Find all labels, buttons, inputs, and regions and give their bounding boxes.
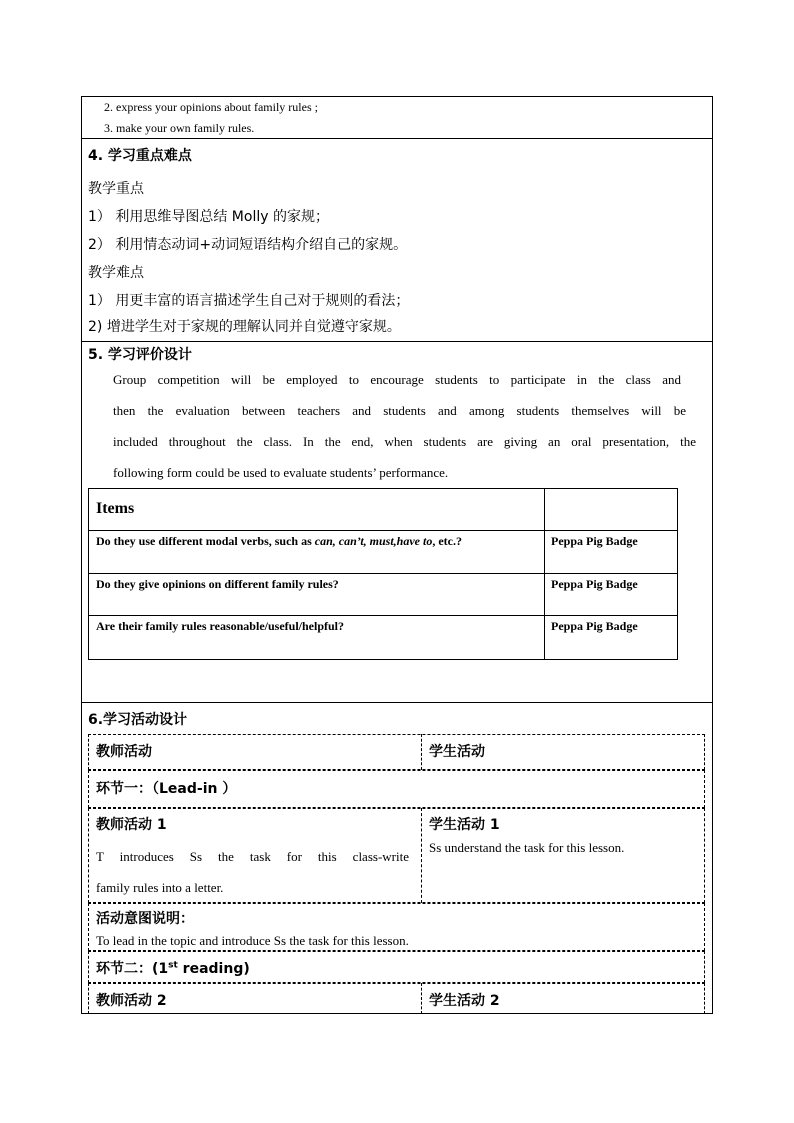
teacher-activity-column-header: 教师活动: [96, 744, 152, 760]
divider: [81, 341, 713, 342]
table-row-reward: Peppa Pig Badge: [551, 534, 638, 548]
activity-2-row: [88, 983, 705, 1014]
evaluation-table: [88, 488, 678, 660]
divider: [81, 138, 713, 139]
column-divider: [421, 983, 422, 1014]
difficulty-2: 2) 增进学生对于家规的理解认同并自觉遵守家规。: [88, 319, 401, 335]
ordinal-suffix: st: [168, 960, 178, 971]
evaluation-paragraph-line: following form could be used to evaluate students’ performance.: [113, 465, 449, 480]
evaluation-paragraph-line: included throughout the class. In the end, when students are giving an oral presentation, the: [113, 434, 696, 449]
objective-item-3: 3. make your own family rules.: [104, 121, 255, 135]
student-activity-column-header: 学生活动: [429, 744, 485, 760]
activity-intent-text: To lead in the topic and introduce Ss the task for this lesson.: [96, 933, 409, 948]
table-row-divider: [89, 530, 677, 531]
evaluation-paragraph-line: then the evaluation between teachers and students and among students themselves will be: [113, 403, 686, 418]
column-divider: [421, 734, 422, 770]
column-divider: [421, 808, 422, 903]
student-activity-1-text: Ss understand the task for this lesson.: [429, 840, 625, 855]
section-6-heading: 6.学习活动设计: [88, 712, 188, 728]
question-text: , etc.?: [432, 534, 462, 548]
divider: [81, 702, 713, 703]
key-point-2: 2） 利用情态动词+动词短语结构介绍自己的家规。: [88, 237, 408, 253]
key-point-1: 1） 利用思维导图总结 Molly 的家规；: [88, 209, 329, 225]
modal-verbs-text: can, can’t, must,have to: [314, 534, 433, 548]
difficulties-label: 教学难点: [88, 265, 144, 281]
stage-2-prefix: 环节二：(1: [96, 961, 169, 977]
teacher-activity-1-text: T introduces Ss the task for this class-write: [96, 849, 409, 864]
teacher-activity-1-title: 教师活动 1: [96, 817, 167, 833]
activity-intent-label: 活动意图说明：: [96, 911, 194, 927]
teacher-activity-1-text: family rules into a letter.: [96, 880, 224, 895]
table-row-reward: Peppa Pig Badge: [551, 577, 638, 591]
stage-2-suffix: reading): [177, 961, 250, 977]
section-4-heading: 4. 学习重点难点: [88, 148, 192, 164]
question-text: Do they use different modal verbs, such as: [96, 534, 315, 548]
table-column-divider: [544, 489, 545, 659]
table-row-reward: Peppa Pig Badge: [551, 619, 638, 633]
table-row-question: Are their family rules reasonable/useful/helpful?: [96, 619, 344, 633]
student-activity-2-title: 学生活动 2: [429, 993, 500, 1009]
key-points-label: 教学重点: [88, 181, 144, 197]
table-row-divider: [89, 615, 677, 616]
teacher-activity-2-title: 教师活动 2: [96, 993, 167, 1009]
table-row-question: [96, 534, 462, 549]
objective-item-2: 2. express your opinions about family rules ;: [104, 100, 318, 114]
table-header-items: Items: [96, 500, 135, 517]
evaluation-paragraph-line: Group competition will be employed to encourage students to participate in the class and: [113, 372, 681, 387]
activity-header-row: [88, 734, 705, 770]
stage-2-title: [96, 958, 250, 978]
student-activity-1-title: 学生活动 1: [429, 817, 500, 833]
difficulty-1: 1） 用更丰富的语言描述学生自己对于规则的看法；: [88, 293, 410, 309]
section-5-heading: 5. 学习评价设计: [88, 347, 192, 363]
table-row-question: Do they give opinions on different family rules?: [96, 577, 339, 591]
stage-1-title: 环节一：（Lead-in ）: [96, 781, 237, 797]
table-row-divider: [89, 573, 677, 574]
